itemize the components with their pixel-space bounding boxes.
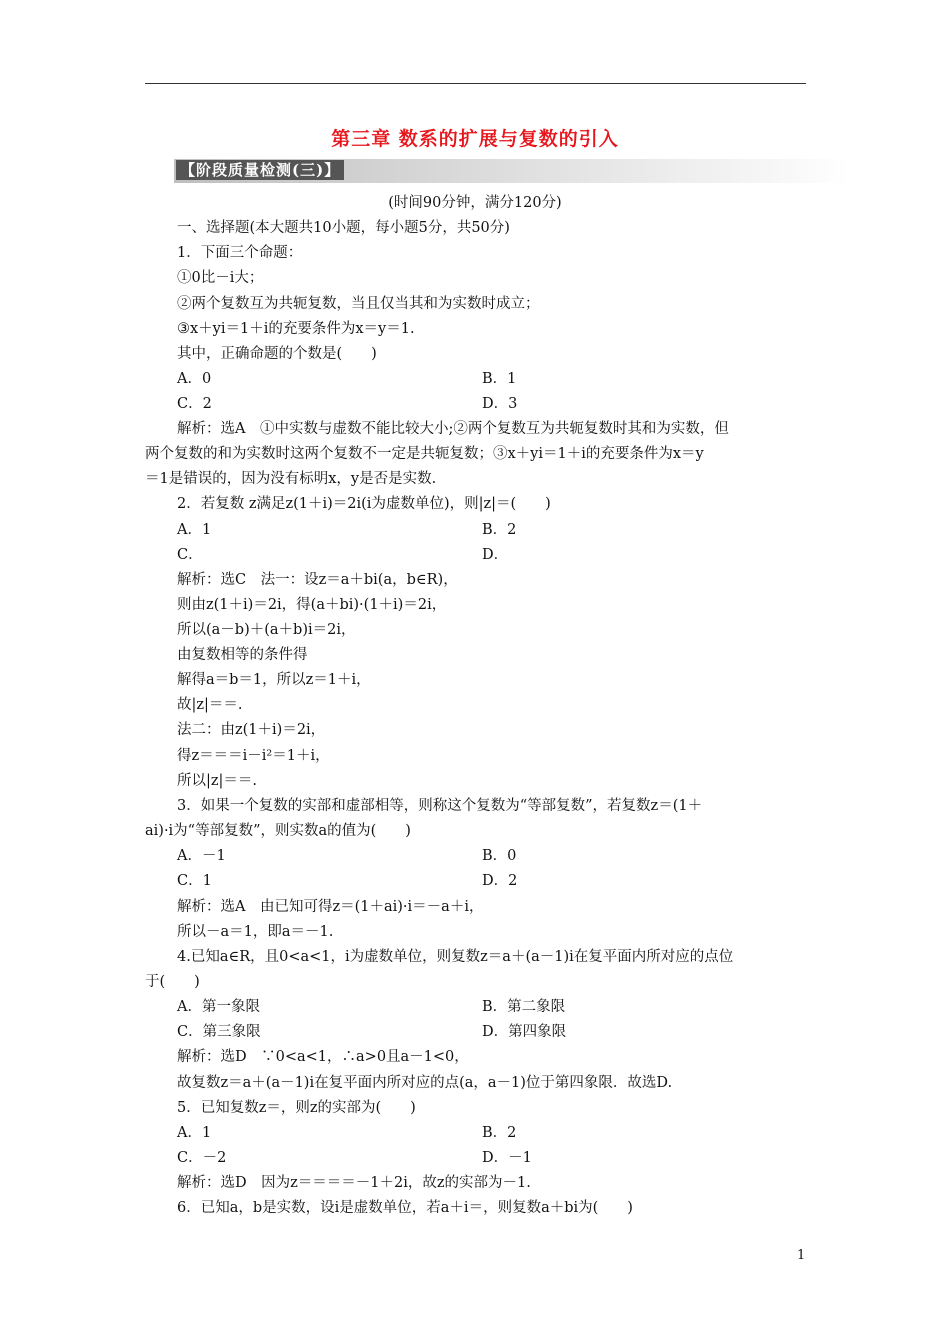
question-text: ③x＋yi＝1＋i的充要条件为x＝y＝1.	[177, 321, 415, 337]
option: D．第四象限	[482, 1024, 567, 1040]
answer-explanation: 则由z(1＋i)＝2i，得(a＋bi)·(1＋i)＝2i，	[177, 597, 447, 613]
answer-explanation: 得z＝＝＝i－i²＝1＋i，	[177, 748, 330, 764]
answer-explanation: 所以|z|＝＝.	[177, 773, 258, 789]
answer-explanation: 解析：选A 由已知可得z＝(1＋ai)·i＝－a＋i，	[177, 899, 484, 915]
chapter-title: 第三章 数系的扩展与复数的引入	[331, 128, 619, 150]
section-label: 【阶段质量检测(三)】	[176, 160, 344, 180]
answer-explanation: ＝1是错误的，因为没有标明x，y是否是实数.	[145, 471, 437, 487]
question-6: 6．已知a，b是实数，设i是虚数单位，若a＋i＝，则复数a＋bi为( )	[177, 1200, 633, 1216]
question-text: ①0比－i大；	[177, 270, 264, 286]
question-4: 4.已知a∈R，且0<a<1，i为虚数单位，则复数z＝a＋(a－1)i在复平面内所对应的点位	[177, 949, 734, 965]
question-text: ②两个复数互为共轭复数，当且仅当其和为实数时成立；	[177, 296, 540, 312]
question-text: 于( )	[145, 974, 200, 990]
question-3: 3．如果一个复数的实部和虚部相等，则称这个复数为“等部复数”，若复数z＝(1＋	[177, 798, 703, 814]
header-rule	[145, 83, 806, 84]
answer-explanation: 解析：选C 法一：设z＝a＋bi(a，b∈R)，	[177, 572, 458, 588]
question-2: 2．若复数 z满足z(1＋i)＝2i(i为虚数单位)，则|z|＝( )	[177, 496, 551, 512]
answer-explanation: 由复数相等的条件得	[177, 647, 308, 663]
option: C．2	[177, 396, 212, 412]
page-number: 1	[797, 1248, 806, 1263]
section-heading: 一、选择题(本大题共10小题，每小题5分，共50分)	[177, 220, 510, 236]
question-text: 其中，正确命题的个数是( )	[177, 346, 377, 362]
question-5: 5．已知复数z＝，则z的实部为( )	[177, 1100, 416, 1116]
option: B．2	[482, 1125, 517, 1141]
option: B．2	[482, 522, 517, 538]
option: D．2	[482, 873, 518, 889]
answer-explanation: 解析：选D 因为z＝＝＝＝－1＋2i，故z的实部为－1.	[177, 1175, 531, 1191]
option: D．	[482, 547, 509, 563]
option: C．－2	[177, 1150, 227, 1166]
option: A．1	[177, 522, 212, 538]
option: A．第一象限	[177, 999, 260, 1015]
option: B．第二象限	[482, 999, 566, 1015]
option: A．1	[177, 1125, 212, 1141]
option: D．3	[482, 396, 518, 412]
answer-explanation: 所以－a＝1，即a＝－1.	[177, 924, 334, 940]
answer-explanation: 解得a＝b＝1，所以z＝1＋i，	[177, 672, 371, 688]
option: C．1	[177, 873, 212, 889]
option: B．1	[482, 371, 517, 387]
section-banner	[174, 159, 849, 183]
answer-explanation: 法二：由z(1＋i)＝2i，	[177, 722, 326, 738]
option: C．第三象限	[177, 1024, 261, 1040]
answer-explanation: 解析：选D ∵0<a<1，∴a>0且a－1<0，	[177, 1049, 469, 1065]
question-1: 1．下面三个命题：	[177, 245, 303, 261]
answer-explanation: 故|z|＝＝.	[177, 697, 243, 713]
option: D．－1	[482, 1150, 532, 1166]
option: C．	[177, 547, 203, 563]
option: A．－1	[177, 848, 226, 864]
answer-explanation: 故复数z＝a＋(a－1)i在复平面内所对应的点(a，a－1)位于第四象限．故选D.	[177, 1075, 673, 1091]
option: B．0	[482, 848, 517, 864]
answer-explanation: 所以(a－b)＋(a＋b)i＝2i，	[177, 622, 356, 638]
answer-explanation: 解析：选A ①中实数与虚数不能比较大小;②两个复数互为共轭复数时其和为实数，但	[177, 421, 729, 437]
exam-meta: (时间90分钟，满分120分)	[388, 195, 562, 211]
option: A．0	[177, 371, 212, 387]
question-text: ai)·i为“等部复数”，则实数a的值为( )	[145, 823, 411, 839]
answer-explanation: 两个复数的和为实数时这两个复数不一定是共轭复数；③x＋yi＝1＋i的充要条件为x＝y	[145, 446, 704, 462]
